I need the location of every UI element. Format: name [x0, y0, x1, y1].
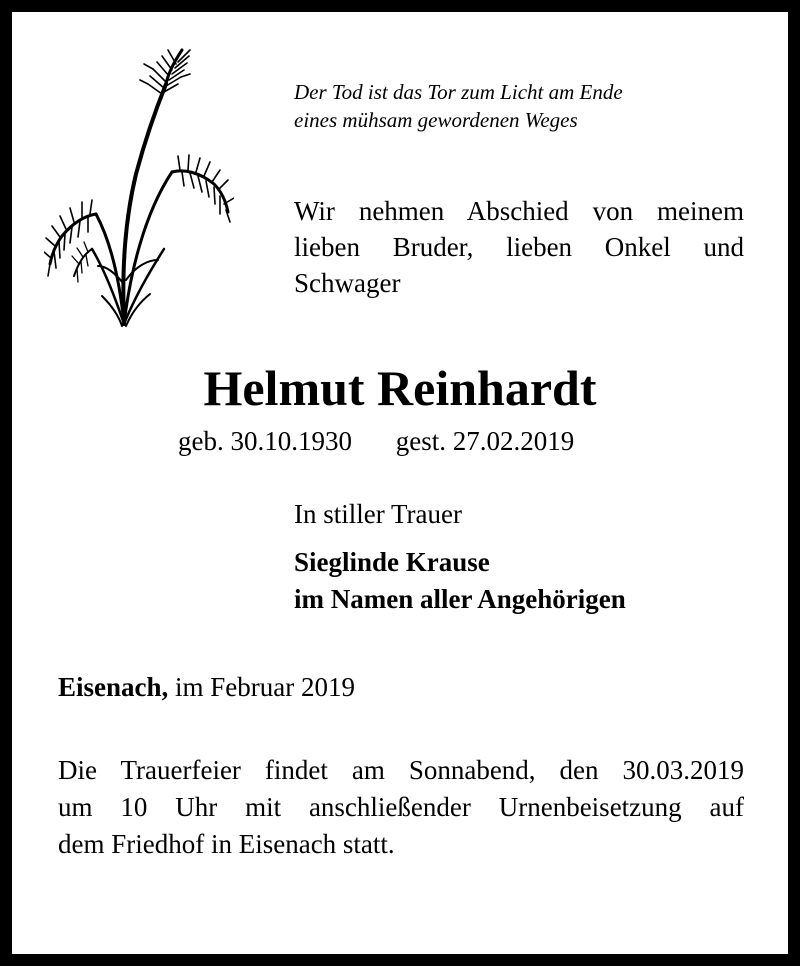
place-name: Eisenach,	[58, 672, 169, 702]
place-date	[58, 670, 355, 704]
mourning-phrase: In stiller Trauer	[294, 499, 462, 529]
motto-line-1: Der Tod ist das Tor zum Licht am Ende	[294, 80, 623, 104]
notice-date: im Februar 2019	[175, 672, 356, 702]
ceremony-line-3: dem Friedhof in Eisenach statt.	[58, 829, 395, 859]
wheat-icon	[44, 44, 234, 329]
death-date: gest. 27.02.2019	[395, 426, 575, 456]
life-dates	[178, 424, 574, 458]
ceremony-line-1: Die Trauerfeier findet am Sonnabend, den 30.03.2019	[58, 755, 744, 785]
ceremony-line-2: um 10 Uhr mit anschließender Urnenbeisetzung auf	[58, 792, 744, 822]
signers	[294, 544, 626, 618]
farewell-intro: Wir nehmen Abschied von meinem lieben Bruder, lieben Onkel und Schwager	[294, 196, 744, 298]
ceremony-info	[58, 752, 744, 863]
birth-date: geb. 30.10.1930	[178, 426, 352, 456]
deceased-name: Helmut Reinhardt	[203, 360, 597, 416]
motto-line-2: eines mühsam gewordenen Weges	[294, 108, 578, 132]
signer-relation: im Namen aller Angehörigen	[294, 584, 626, 614]
motto-quote	[294, 78, 623, 134]
signer-name: Sieglinde Krause	[294, 547, 490, 577]
